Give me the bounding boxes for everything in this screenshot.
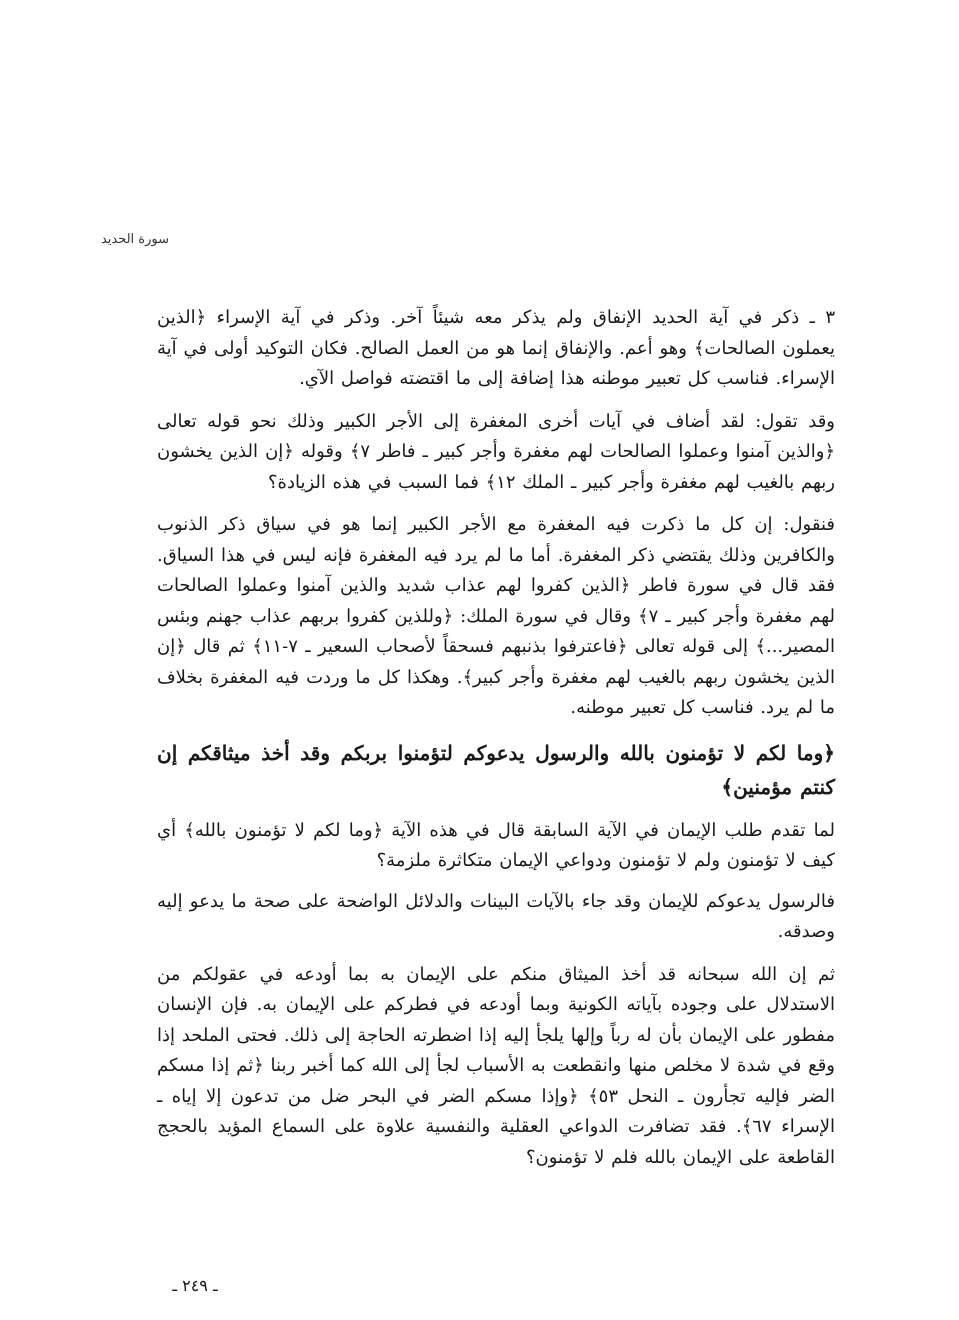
paragraph-messenger: فالرسول يدعوكم للإيمان وقد جاء بالآيات البينات والدلائل الواضحة على صحة ما يدعو إليه وصدقه.	[157, 890, 835, 942]
running-header: سورة الحديد	[100, 232, 169, 247]
paragraph-answer: فنقول: إن كل ما ذكرت فيه المغفرة مع الأجر الكبير إنما هو في سياق ذكر الذنوب والكافرين وذلك يقتضي ذكر المغفرة. أما ما لم يرد فيه المغفرة فإنه ليس في هذا السياق. فقد قال في سورة فاطر ﴿الذين كفروا لهم عذاب شديد والذين آمنوا وعملوا الصالحات لهم مغفرة وأجر كبير ـ ٧﴾ وقال في سورة الملك: ﴿وللذين كفروا بربهم عذاب جهنم وبئس المصير...﴾ إلى قوله تعالى ﴿فاعترفوا بذنبهم فسحقاً لأصحاب السعير ـ ٧-١١﴾ ثم قال ﴿إن الذين يخشون ربهم بالغيب لهم مغفرة وأجر كبير﴾. وهكذا كل ما وردت فيه المغفرة بخلاف ما لم يرد. فناسب كل تعبير موطنه.	[157, 514, 836, 718]
verse-heading: ﴿وما لكم لا تؤمنون بالله والرسول يدعوكم لتؤمنوا بربكم وقد أخذ ميثاقكم إن كنتم مؤمنين﴾	[157, 740, 835, 799]
page-number: ـ ٢٤٩ ـ	[172, 1276, 218, 1295]
body-text	[157, 303, 835, 1185]
paragraph-covenant: ثم إن الله سبحانه قد أخذ الميثاق منكم على الإيمان به بما أودعه في عقولكم من الاستدلال على وجوده بآياته الكونية وبما أودعه في فطركم على الإيمان به. فإن الإنسان مفطور على الإيمان بأن له رباً وإلها يلجأ إليه إذا اضطرته الحاجة إلى ذلك. فحتى الملحد إذا وقع في شدة لا مخلص منها وانقطعت به الأسباب لجأ إلى الله كما أخبر ربنا ﴿ثم إذا مسكم الضر فإليه تجأرون ـ النحل ٥٣﴾ ﴿وإذا مسكم الضر في البحر ضل من تدعون إلا إياه ـ الإسراء ٦٧﴾. فقد تضافرت الدواعي العقلية والنفسية علاوة على السماع المؤيد بالحجج القاطعة على الإيمان بالله فلم لا تؤمنون؟	[157, 963, 836, 1168]
paragraph-faith-request: لما تقدم طلب الإيمان في الآية السابقة قال في هذه الآية ﴿وما لكم لا تؤمنون بالله﴾ أي كيف لا تؤمنون ولم لا تؤمنون ودواعي الإيمان متكاثرة ملزمة؟	[157, 819, 835, 871]
paragraph-question: وقد تقول: لقد أضاف في آيات أخرى المغفرة إلى الأجر الكبير وذلك نحو قوله تعالى ﴿والذين آمنوا وعملوا الصالحات لهم مغفرة وأجر كبير ـ فاطر ٧﴾ وقوله ﴿إن الذين يخشون ربهم بالغيب لهم مغفرة وأجر كبير ـ الملك ١٢﴾ فما السبب في هذه الزيادة؟	[157, 410, 835, 493]
paragraph-point-3: ٣ ـ ذكر في آية الحديد الإنفاق ولم يذكر معه شيئاً آخر. وذكر في آية الإسراء ﴿الذين يعملون الصالحات﴾ وهو أعم. والإنفاق إنما هو من العمل الصالح. فكان التوكيد أولى في آية الإسراء. فناسب كل تعبير موطنه هذا إضافة إلى ما اقتضته فواصل الآي.	[157, 307, 835, 389]
